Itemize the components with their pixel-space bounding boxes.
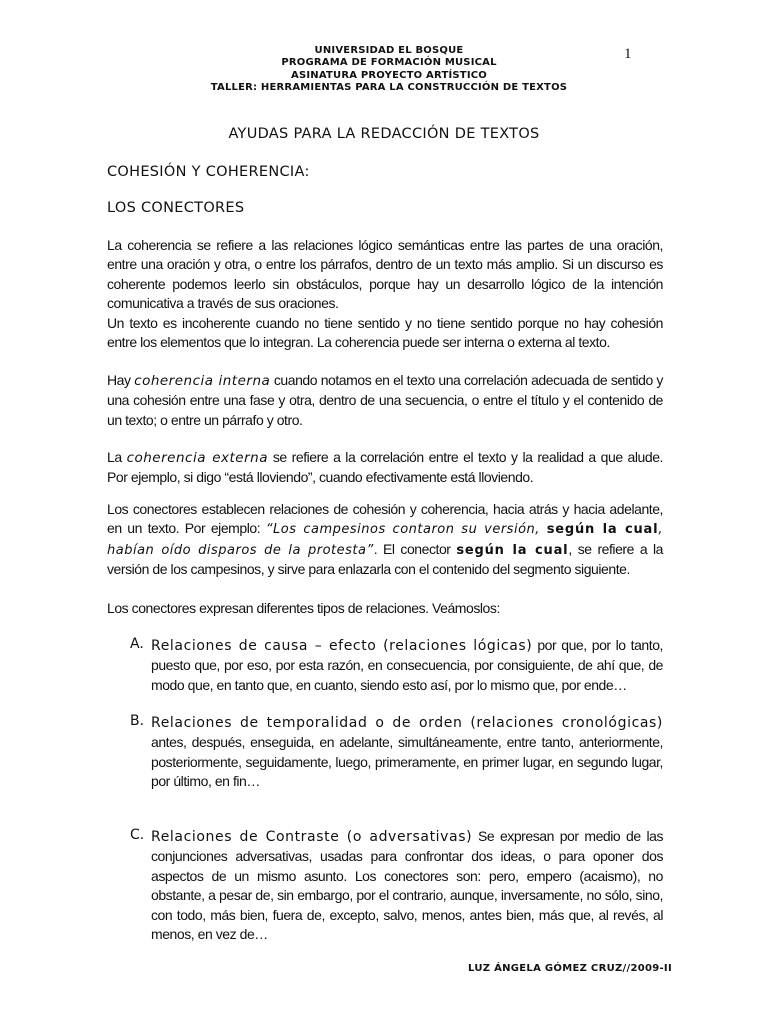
list-item-body <box>151 636 663 695</box>
page-number: 1 <box>624 46 632 62</box>
paragraph-text: . El conector <box>373 540 457 557</box>
paragraph-text: cuando notamos en el texto una correlación adecuada de sentido y una cohesión entre una fase y otra, dentro de una secuencia, o entre el título y el contenido de un texto; o entre un párrafo y otro. <box>107 372 663 428</box>
list-item-text: Se expresan por medio de las conjunciones adversativas, usadas para confrontar dos ideas, o para oponer dos aspectos de un mismo asunto. Los conectores son: pero, empero (acaismo), no obstante, a pesar de, sin embargo, por el contrario, aunque, inversamente, no sólo, sino, con todo, más bien, fuera de, excepto, salvo, menos, antes bien, más que, al revés, al menos, en vez de… <box>151 828 663 943</box>
page-title: AYUDAS PARA LA REDACCIÓN DE TEXTOS <box>228 126 540 142</box>
header-program: PROGRAMA DE FORMACIÓN MUSICAL <box>281 57 497 69</box>
paragraph-text: La <box>107 449 127 465</box>
example-quote: “Los campesinos contaron su versión, <box>265 522 547 538</box>
list-marker: B. <box>130 713 145 729</box>
paragraph-text: , se refiere a la versión de los campesinos, y sirve para enlazarla con el contenido del segmento siguiente. <box>107 540 664 578</box>
list-item-title: Relaciones de causa – efecto (relaciones lógicas) <box>151 638 533 654</box>
paragraph-text: Un texto es incoherente cuando no tiene sentido y no tiene sentido porque no hay cohesión entre los elementos que lo integran. La coherencia puede ser interna o externa al texto. <box>107 314 663 351</box>
keyword-segun-la-cual: según la cual <box>456 542 569 558</box>
paragraph-external-coherence <box>107 448 663 488</box>
list-marker: A. <box>130 636 144 652</box>
paragraph-text: Los conectores establecen relaciones de cohesión y coherencia, hacia atrás y hacia adelante, en un texto. Por ejemplo: <box>107 501 663 537</box>
keyword-segun-la-cual: según la cual <box>546 522 659 538</box>
paragraph-relation-types: Los conectores expresan diferentes tipos de relaciones. Veámoslos: <box>107 600 500 616</box>
list-item-body <box>151 713 663 792</box>
header-subject: ASINATURA PROYECTO ARTÍSTICO <box>291 69 487 81</box>
list-item-text: por que, por lo tanto, puesto que, por eso, por esta razón, en consecuencia, por consiguiente, de ahí que, de modo que, en tanto que, en cuanto, siendo esto así, por lo mismo que, por ende… <box>151 637 663 693</box>
paragraph-connectors-example <box>107 500 663 580</box>
paragraph-text: Hay <box>107 372 135 388</box>
document-header <box>0 45 768 95</box>
list-item-text: antes, después, enseguida, en adelante, simultáneamente, entre tanto, anteriormente, posteriormente, seguidamente, luego, primeramente, en primer lugar, en segundo lugar, por último, en fin… <box>151 734 663 790</box>
section-heading-cohesion: COHESIÓN Y COHERENCIA: <box>107 164 310 180</box>
paragraph-text: La coherencia se refiere a las relaciones lógico semánticas entre las partes de una oración, entre una oración y otra, o entre los párrafos, dentro de un texto más amplio. Si un discurso es coherente podemos leerlo sin obstáculos, porque hay un desarrollo lógico de la intención comunicativa a través de sus oraciones. <box>107 237 663 312</box>
header-workshop: TALLER: HERRAMIENTAS PARA LA CONSTRUCCIÓN DE TEXTOS <box>210 82 568 94</box>
paragraph-text: se refiere a la correlación entre el texto y la realidad a que alude. Por ejemplo, si digo “está lloviendo”, cuando efectivamente está lloviendo. <box>107 449 663 486</box>
paragraph-coherence-definition <box>107 236 663 352</box>
list-item-title: Relaciones de Contraste (o adversativas) <box>151 829 473 845</box>
document-footer-author: LUZ ÁNGELA GÓMEZ CRUZ//2009-II <box>468 963 672 974</box>
section-heading-connectors: LOS CONECTORES <box>107 200 245 216</box>
list-marker: C. <box>130 827 145 843</box>
paragraph-internal-coherence <box>107 371 663 430</box>
header-university: UNIVERSIDAD EL BOSQUE <box>314 45 464 56</box>
list-item-title: Relaciones de temporalidad o de orden (relaciones cronológicas) <box>151 715 663 731</box>
keyword-external-coherence: coherencia externa <box>126 450 268 466</box>
example-quote: , habían oído disparos de la protesta” <box>107 522 664 558</box>
keyword-internal-coherence: coherencia interna <box>134 373 271 389</box>
list-item-body <box>151 827 663 944</box>
